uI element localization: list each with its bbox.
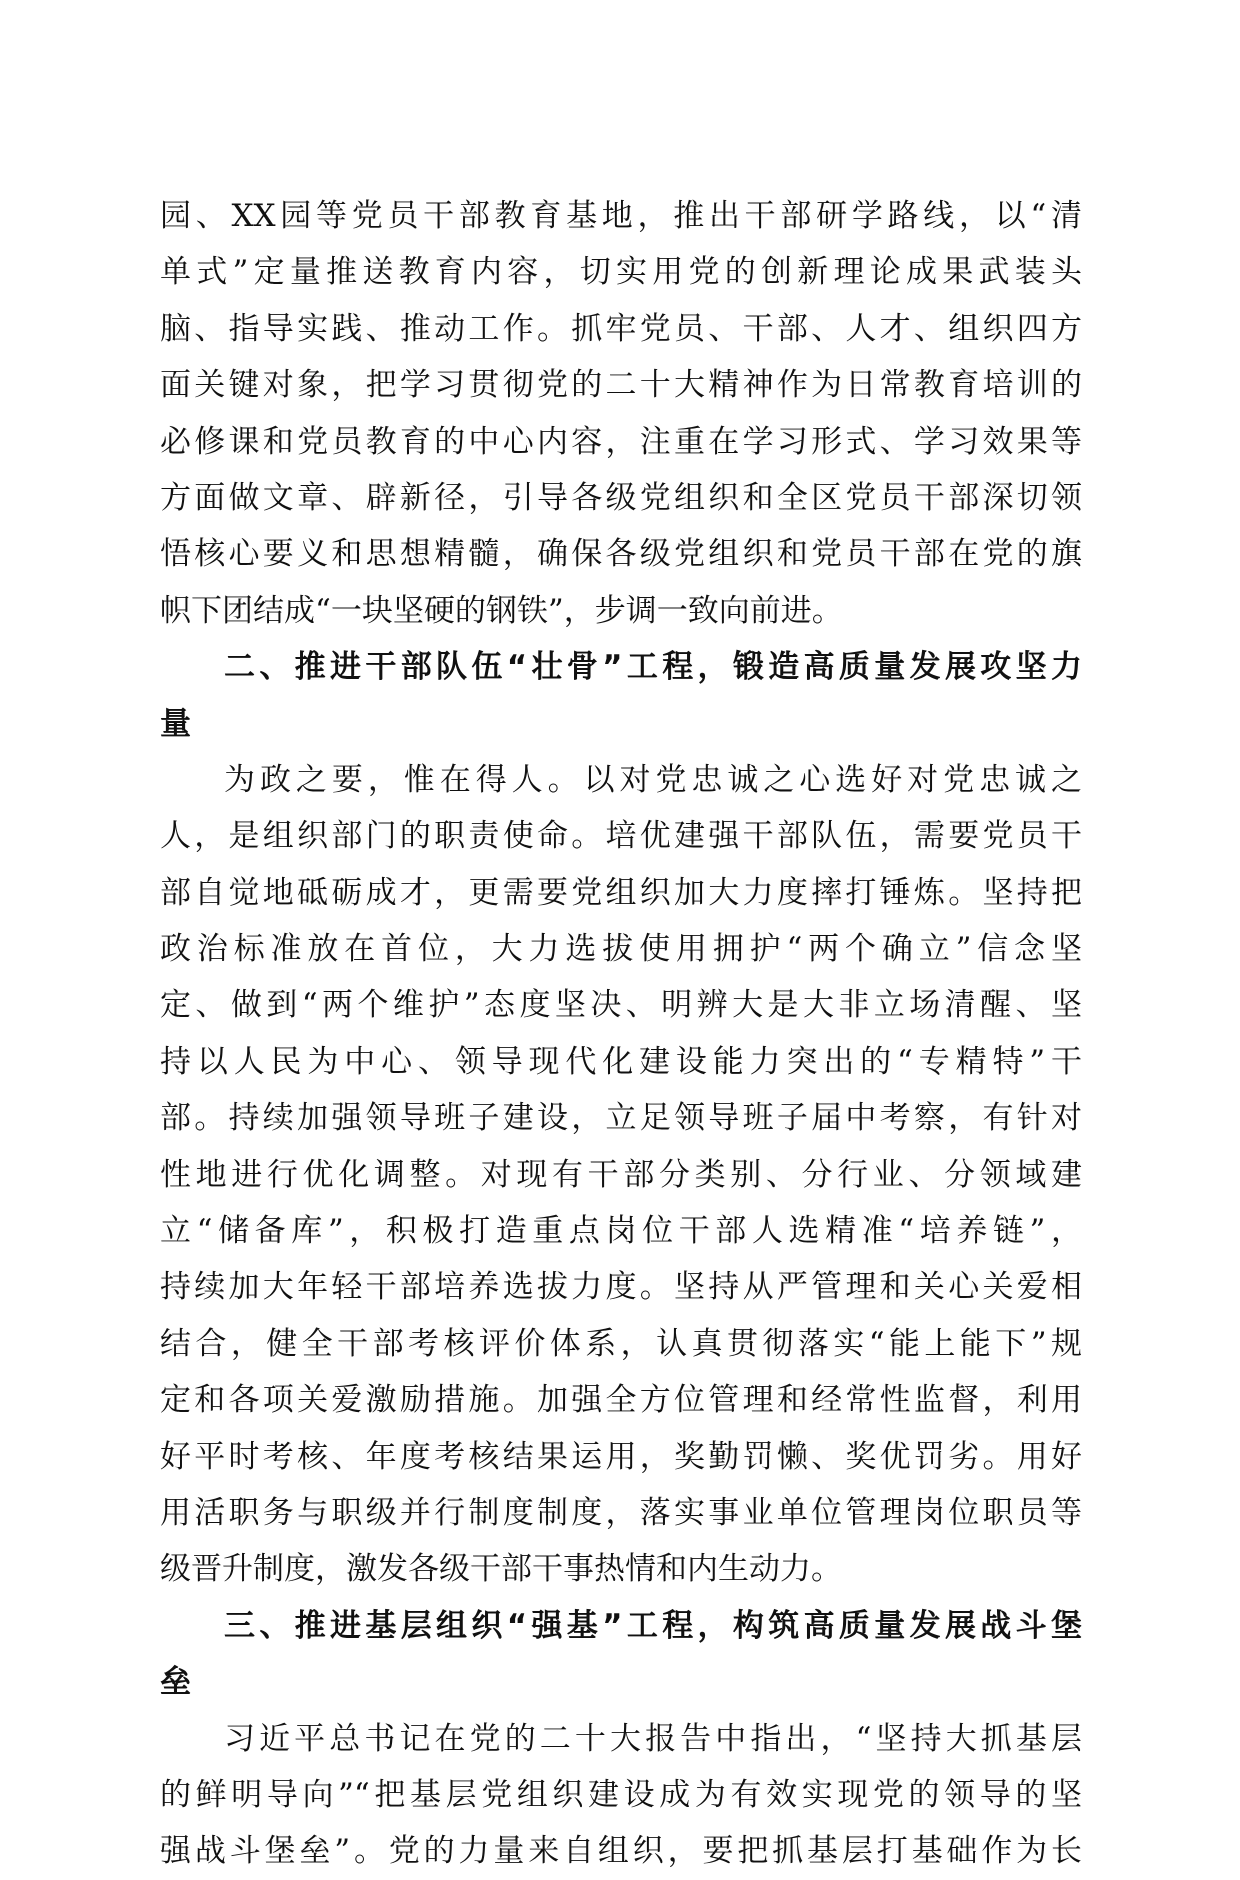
paragraph-line: 持以人民为中心、领导现代化建设能力突出的“专精特”干: [160, 1043, 1082, 1080]
paragraph-line: 强战斗堡垒”。党的力量来自组织，要把抓基层打基础作为长: [160, 1833, 1082, 1870]
paragraph-line: 为政之要，惟在得人。以对党忠诚之心选好对党忠诚之: [224, 761, 1082, 798]
paragraph-line: 悟核心要义和思想精髓，确保各级党组织和党员干部在党的旗: [160, 536, 1082, 573]
paragraph-line: 人，是组织部门的职责使命。培优建强干部队伍，需要党员干: [160, 818, 1082, 855]
paragraph-line: 脑、指导实践、推动工作。抓牢党员、干部、人才、组织四方: [160, 310, 1082, 347]
paragraph-line: 面关键对象，把学习贯彻党的二十大精神作为日常教育培训的: [160, 367, 1082, 404]
paragraph-line: 结合，健全干部考核评价体系，认真贯彻落实“能上能下”规: [160, 1325, 1082, 1362]
paragraph-line: 园、XX园等党员干部教育基地，推出干部研学路线，以“清: [160, 198, 1082, 234]
paragraph-line: 定、做到“两个维护”态度坚决、明辨大是大非立场清醒、坚: [160, 987, 1082, 1024]
document-body: [160, 188, 1082, 1880]
paragraph-line: 用活职务与职级并行制度制度，落实事业单位管理岗位职员等: [160, 1494, 1082, 1531]
section-heading-line: 二、推进干部队伍“壮骨”工程，锻造高质量发展攻坚力: [224, 649, 1082, 686]
paragraph-line: 立“储备库”，积极打造重点岗位干部人选精准“培养链”，: [160, 1213, 1082, 1250]
paragraph-line: 持续加大年轻干部培养选拔力度。坚持从严管理和关心关爱相: [160, 1269, 1082, 1306]
paragraph-line: 好平时考核、年度考核结果运用，奖勤罚懒、奖优罚劣。用好: [160, 1438, 1082, 1475]
paragraph-line: 部。持续加强领导班子建设，立足领导班子届中考察，有针对: [160, 1100, 1082, 1137]
paragraph-line: 必修课和党员教育的中心内容，注重在学习形式、学习效果等: [160, 423, 1082, 460]
paragraph-line: 单式”定量推送教育内容，切实用党的创新理论成果武装头: [160, 254, 1082, 291]
paragraph-line: 定和各项关爱激励措施。加强全方位管理和经常性监督，利用: [160, 1382, 1082, 1419]
paragraph-line: 政治标准放在首位，大力选拔使用拥护“两个确立”信念坚: [160, 931, 1082, 968]
paragraph-line: 级晋升制度，激发各级干部干事热情和内生动力。: [160, 1551, 842, 1588]
paragraph-line: 帜下团结成“一块坚硬的钢铁”，步调一致向前进。: [160, 592, 843, 629]
section-heading-line: 量: [160, 705, 191, 742]
section-heading-line: 垒: [160, 1664, 191, 1701]
paragraph-line: 方面做文章、辟新径，引导各级党组织和全区党员干部深切领: [160, 479, 1082, 516]
paragraph-line: 的鲜明导向”“把基层党组织建设成为有效实现党的领导的坚: [160, 1776, 1082, 1813]
paragraph-line: 部自觉地砥砺成才，更需要党组织加大力度摔打锤炼。坚持把: [160, 874, 1082, 911]
paragraph-line: 性地进行优化调整。对现有干部分类别、分行业、分领域建: [160, 1156, 1082, 1193]
paragraph-line: 习近平总书记在党的二十大报告中指出，“坚持大抓基层: [224, 1720, 1082, 1757]
section-heading-line: 三、推进基层组织“强基”工程，构筑高质量发展战斗堡: [224, 1607, 1082, 1644]
